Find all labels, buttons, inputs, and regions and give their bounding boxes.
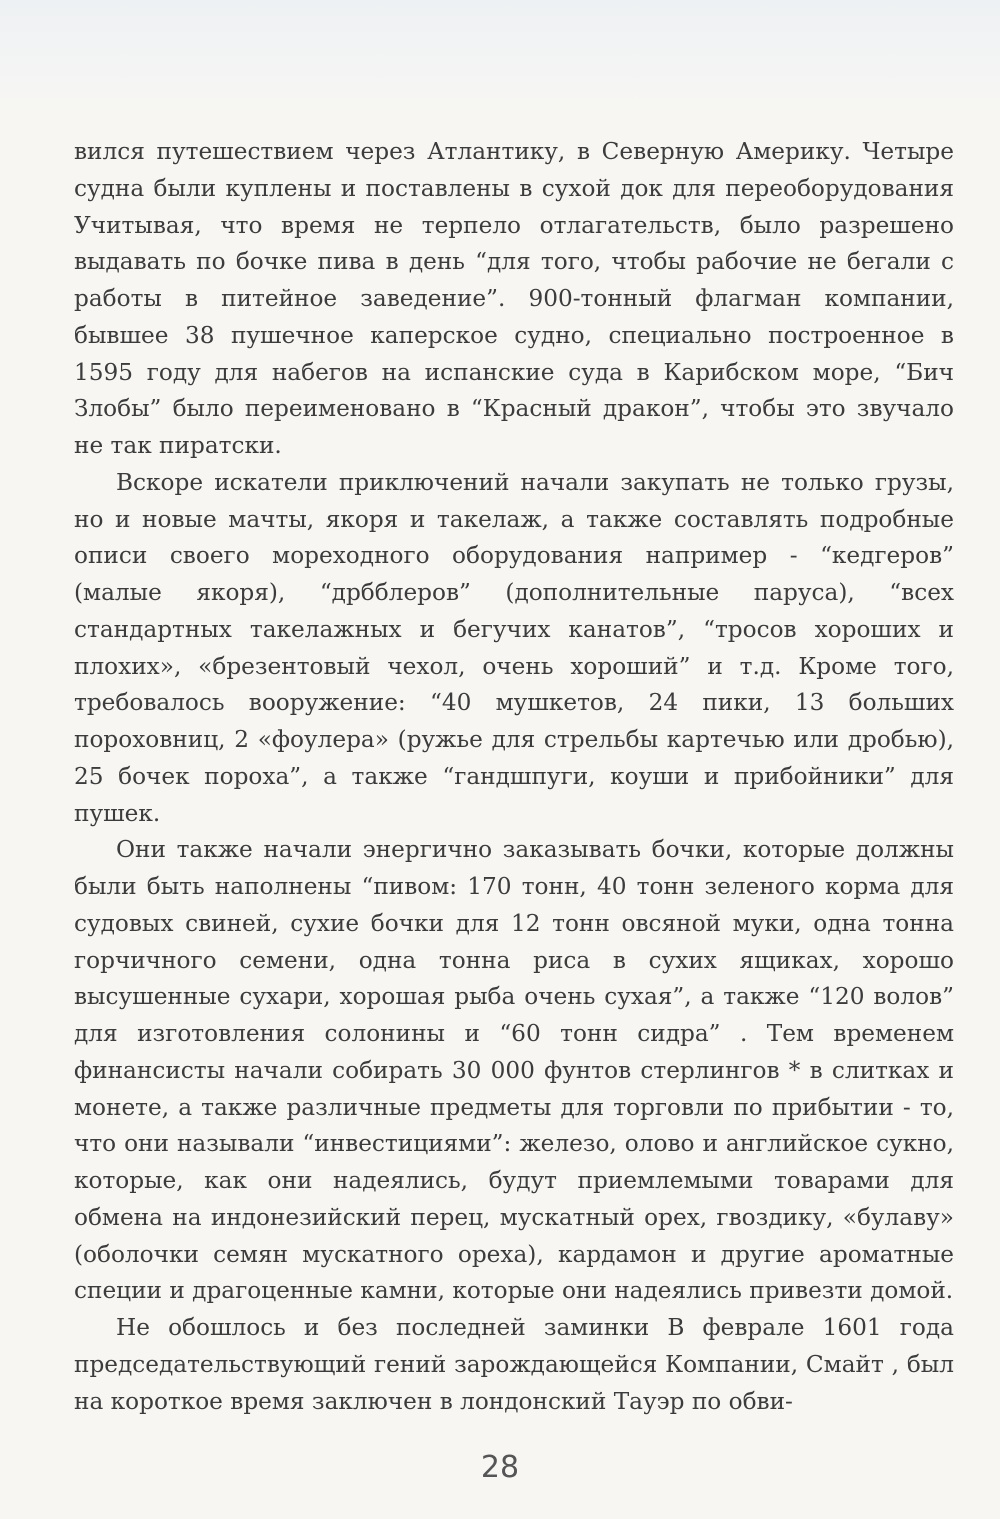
paragraph-3: Они также начали энергично заказывать бочки, которые должны были быть наполнены “пивом: 170 тонн, 40 тонн зеленого корма для судовых свиней, сухие бочки для 12 тонн овсяной муки, одна тонна горчичного семени, одна тонна риса в сухих ящиках, хорошо высушенные сухари, хорошая рыба очень сухая”, а также “120 волов” для изготовления солонины и “60 тонн сидра” . Тем временем финансисты начали собирать 30 000 фунтов стерлингов * в слитках и монете, а также различные предметы для торговли по прибытии - то, что они называли “инвестициями”: железо, олово и английское сукно, которые, как они надеялись, будут приемлемыми товарами для обмена на индонезийский перец, мускатный орех, гвоздику, «булаву» (оболочки семян мускатного ореха), кардамон и другие ароматные специи и драгоценные камни, которые они надеялись привезти домой. <box>74 836 954 1305</box>
paragraph-4: Не обошлось и без последней заминки В феврале 1601 года председательствующий гений зарождающейся Компании, Смайт , был на короткое время заключен в лондонский Тауэр по обви- <box>74 1314 954 1415</box>
page-number: 28 <box>480 1450 520 1485</box>
paragraph-2: Вскоре искатели приключений начали закупать не только грузы, но и новые мачты, якоря и такелаж, а также составлять подробные описи своего мореходного оборудования например - “кедгеров” (малые якоря), “дрбблеров” (дополнительные паруса), “всех стандартных такелажных и бегучих канатов”, “тросов хороших и плохих», «брезентовый чехол, очень хороший” и т.д. Кроме того, требовалось вооружение: “40 мушкетов, 24 пики, 13 больших пороховниц, 2 «фоулера» (ружье для стрельбы картечью или дробью), 25 бочек пороха”, а также “гандшпуги, коуши и прибойники” для пушек. <box>74 468 954 827</box>
paragraph-1: вился путешествием через Атлантику, в Северную Америку. Четыре судна были куплены и поставлены в сухой док для переоборудования Учитывая, что время не терпело отлагательств, было разрешено выдавать по бочке пива в день “для того, чтобы рабочие не бегали с работы в питейное заведение”. 900-тонный флагман компании, бывшее 38 пушечное каперское судно, специально построенное в 1595 году для набегов на испанские суда в Карибском море, “Бич Злобы” было переименовано в “Красный дракон”, чтобы это звучало не так пиратски. <box>74 138 954 459</box>
body-text <box>74 134 954 1420</box>
